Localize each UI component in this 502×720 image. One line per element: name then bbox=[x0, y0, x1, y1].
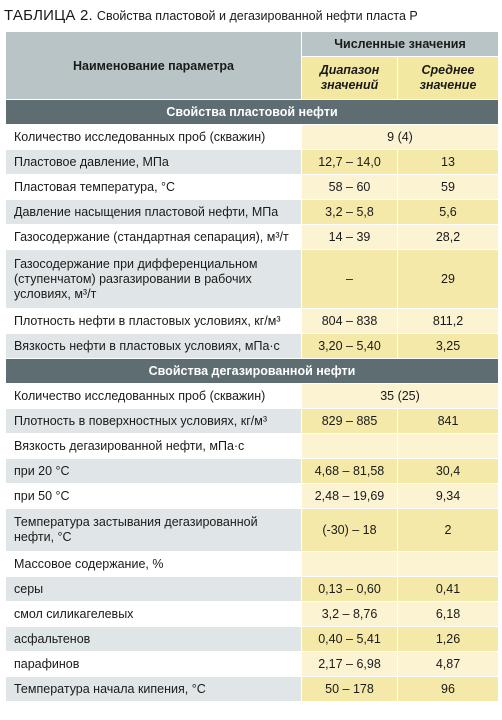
row-avg bbox=[398, 434, 499, 459]
oil-properties-table bbox=[5, 31, 499, 702]
row-range: 12,7 – 14,0 bbox=[302, 150, 398, 175]
table-row bbox=[6, 602, 499, 627]
row-avg bbox=[398, 552, 499, 577]
row-param: Пластовая температура, °С bbox=[6, 175, 302, 200]
row-range: 50 – 178 bbox=[302, 677, 398, 702]
row-avg: 5,6 bbox=[398, 200, 499, 225]
row-param: Вязкость дегазированной нефти, мПа·с bbox=[6, 434, 302, 459]
row-param bbox=[6, 250, 302, 309]
header-avg-l1: Среднее bbox=[421, 63, 475, 77]
table-label: ТАБЛИЦА 2. bbox=[4, 7, 93, 24]
table-row bbox=[6, 409, 499, 434]
row-range: – bbox=[302, 250, 398, 309]
table-row bbox=[6, 250, 499, 309]
table-row bbox=[6, 334, 499, 359]
row-param: асфальтенов bbox=[6, 627, 302, 652]
row-range: 3,20 – 5,40 bbox=[302, 334, 398, 359]
row-param: Температура начала кипения, °С bbox=[6, 677, 302, 702]
header-avg-l2: значение bbox=[419, 78, 477, 92]
row-param bbox=[6, 509, 302, 552]
row-merged-value: 35 (25) bbox=[302, 384, 499, 409]
row-param: Плотность нефти в пластовых условиях, кг/м³ bbox=[6, 309, 302, 334]
row-range: 0,13 – 0,60 bbox=[302, 577, 398, 602]
row-avg: 4,87 bbox=[398, 652, 499, 677]
row-avg: 0,41 bbox=[398, 577, 499, 602]
row-param: Количество исследованных проб (скважин) bbox=[6, 125, 302, 150]
row-param-l2: нефти, °С bbox=[14, 530, 72, 544]
table-row bbox=[6, 125, 499, 150]
row-range: 3,2 – 5,8 bbox=[302, 200, 398, 225]
table-row bbox=[6, 175, 499, 200]
row-param: Давление насыщения пластовой нефти, МПа bbox=[6, 200, 302, 225]
header-range-l2: значений bbox=[320, 78, 379, 92]
table-row bbox=[6, 150, 499, 175]
row-range bbox=[302, 434, 398, 459]
row-range: 2,48 – 19,69 bbox=[302, 484, 398, 509]
row-param: Пластовое давление, МПа bbox=[6, 150, 302, 175]
row-avg: 811,2 bbox=[398, 309, 499, 334]
row-avg: 2 bbox=[398, 509, 499, 552]
row-avg: 13 bbox=[398, 150, 499, 175]
row-param-l1: Газосодержание при дифференциальном bbox=[14, 256, 258, 271]
row-avg: 1,26 bbox=[398, 627, 499, 652]
row-avg: 96 bbox=[398, 677, 499, 702]
header-avg bbox=[398, 57, 499, 100]
row-param-l1: Температура застывания дегазированной bbox=[14, 515, 258, 529]
header-values-group: Численные значения bbox=[302, 32, 499, 57]
row-param: парафинов bbox=[6, 652, 302, 677]
row-param-l3: условиях, м³/т bbox=[14, 286, 97, 301]
table-row bbox=[6, 577, 499, 602]
row-range bbox=[302, 552, 398, 577]
row-avg: 841 bbox=[398, 409, 499, 434]
section-title-reservoir: Свойства пластовой нефти bbox=[6, 100, 499, 125]
table-row bbox=[6, 434, 499, 459]
row-avg: 9,34 bbox=[398, 484, 499, 509]
table-row bbox=[6, 384, 499, 409]
row-range: 829 – 885 bbox=[302, 409, 398, 434]
table-caption bbox=[4, 4, 418, 28]
row-merged-value: 9 (4) bbox=[302, 125, 499, 150]
table-row bbox=[6, 459, 499, 484]
header-param: Наименование параметра bbox=[6, 32, 302, 100]
table-row bbox=[6, 200, 499, 225]
table-row bbox=[6, 652, 499, 677]
row-avg: 30,4 bbox=[398, 459, 499, 484]
row-param: Газосодержание (стандартная сепарация), м³/т bbox=[6, 225, 302, 250]
row-range: 3,2 – 8,76 bbox=[302, 602, 398, 627]
table-title: Свойства пластовой и дегазированной нефти пласта Р bbox=[96, 9, 418, 23]
row-avg: 29 bbox=[398, 250, 499, 309]
table-row bbox=[6, 225, 499, 250]
row-range: 58 – 60 bbox=[302, 175, 398, 200]
row-range: 14 – 39 bbox=[302, 225, 398, 250]
table-row bbox=[6, 552, 499, 577]
header-range bbox=[302, 57, 398, 100]
table-row bbox=[6, 484, 499, 509]
row-range: 0,40 – 5,41 bbox=[302, 627, 398, 652]
row-avg: 59 bbox=[398, 175, 499, 200]
row-range: 804 – 838 bbox=[302, 309, 398, 334]
row-param: Количество исследованных проб (скважин) bbox=[6, 384, 302, 409]
row-avg: 3,25 bbox=[398, 334, 499, 359]
row-range: 2,17 – 6,98 bbox=[302, 652, 398, 677]
row-avg: 6,18 bbox=[398, 602, 499, 627]
row-param: при 50 °С bbox=[6, 484, 302, 509]
row-param: смол силикагелевых bbox=[6, 602, 302, 627]
row-range: (-30) – 18 bbox=[302, 509, 398, 552]
row-param: при 20 °С bbox=[6, 459, 302, 484]
table-row bbox=[6, 677, 499, 702]
row-param: Вязкость нефти в пластовых условиях, мПа·с bbox=[6, 334, 302, 359]
section-title-degassed: Свойства дегазированной нефти bbox=[6, 359, 499, 384]
row-param: серы bbox=[6, 577, 302, 602]
row-param: Массовое содержание, % bbox=[6, 552, 302, 577]
row-range: 4,68 – 81,58 bbox=[302, 459, 398, 484]
row-param: Плотность в поверхностных условиях, кг/м³ bbox=[6, 409, 302, 434]
header-range-l1: Диапазон bbox=[319, 63, 380, 77]
table-row bbox=[6, 309, 499, 334]
table-row bbox=[6, 627, 499, 652]
row-avg: 28,2 bbox=[398, 225, 499, 250]
row-param-l2: (ступенчатом) разгазировании в рабочих bbox=[14, 271, 252, 286]
table-row bbox=[6, 509, 499, 552]
